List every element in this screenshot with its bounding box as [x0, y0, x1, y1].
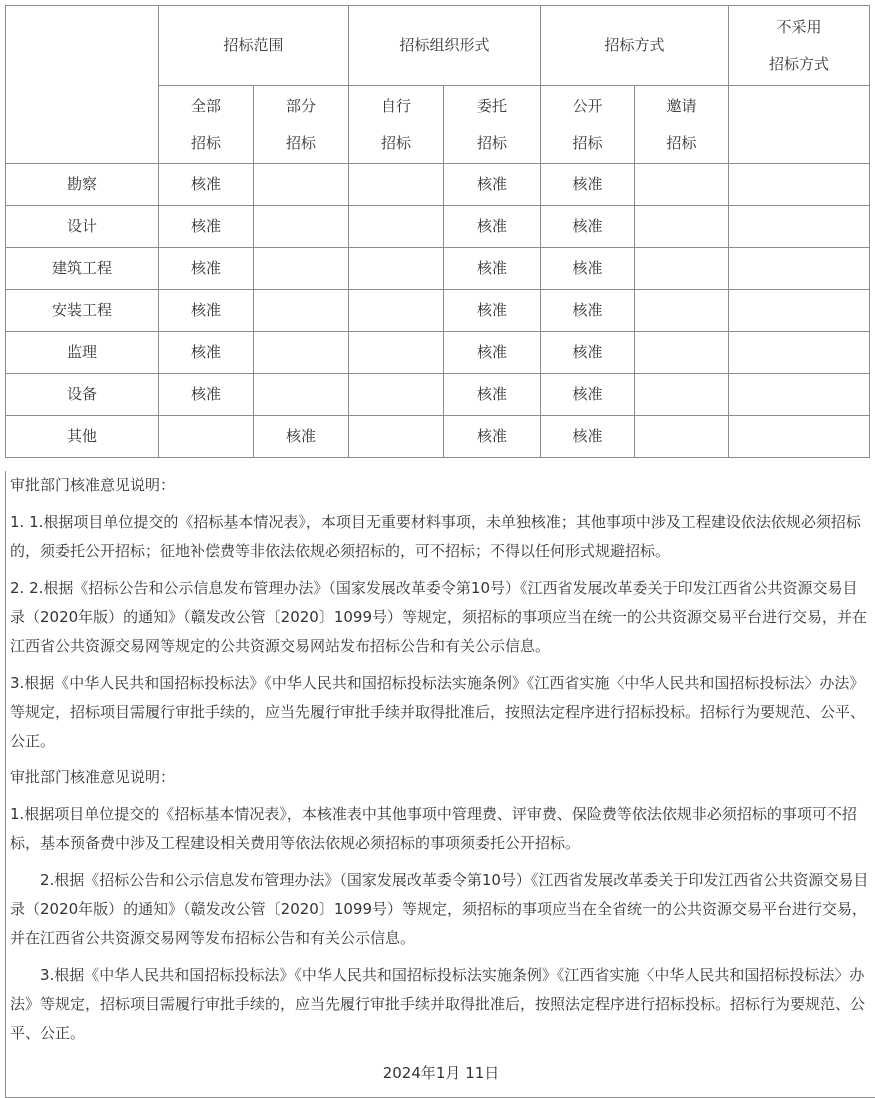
subheader-entrusted [444, 86, 541, 164]
note-paragraph-3: 3.根据《中华人民共和国招标投标法》《中华人民共和国招标投标法实施条例》《江西省实施〈中华人民共和国招标投标法〉办法》等规定，招标项目需履行审批手续的，应当先履行审批手续并取得批准后，按照法定程序进行招标投标。招标行为要规范、公平、公正。 [10, 674, 866, 750]
notes-heading-1: 审批部门核准意见说明： [10, 476, 176, 494]
table-row [6, 332, 870, 374]
table-row [6, 290, 870, 332]
table-row [6, 206, 870, 248]
approval-cell: 核准 [541, 332, 635, 374]
note-paragraph-5: 2.根据《招标公告和公示信息发布管理办法》（国家发展改革委令第10号）《江西省发展改革委关于印发江西省公共资源交易目录（2020年版）的通知》（赣发改公管〔2020〕1099号）等规定，须招标的事项应当在全省统一的公共资源交易平台进行交易，并在江西省公共资源交易网等发布招标公告和有关公示信息。 [10, 871, 869, 947]
approval-cell: 核准 [541, 248, 635, 290]
approval-cell: 核准 [444, 248, 541, 290]
approval-sheet [5, 5, 869, 1098]
approval-cell [349, 206, 444, 248]
row-label: 其他 [6, 416, 159, 458]
approval-cell [729, 416, 870, 458]
header-method: 招标方式 [541, 6, 729, 86]
approval-cell [349, 374, 444, 416]
approval-cell [349, 164, 444, 206]
row-label: 安装工程 [6, 290, 159, 332]
bidding-approval-table [5, 5, 870, 458]
subheader-self [349, 86, 444, 164]
header-scope: 招标范围 [159, 6, 349, 86]
approval-cell [635, 416, 729, 458]
row-label: 勘察 [6, 164, 159, 206]
subheader-invited-line2: 招标 [666, 133, 697, 152]
subheader-full-line2: 招标 [190, 133, 221, 152]
subheader-self-line1: 自行 [381, 96, 412, 115]
row-label: 建筑工程 [6, 248, 159, 290]
subheader-full [159, 86, 254, 164]
approval-cell [635, 290, 729, 332]
approval-cell [635, 206, 729, 248]
notes-heading-2: 审批部门核准意见说明： [10, 768, 176, 786]
approval-cell [349, 248, 444, 290]
approval-cell [729, 248, 870, 290]
approval-cell [254, 248, 349, 290]
row-label: 设计 [6, 206, 159, 248]
subheader-self-line2: 招标 [381, 133, 412, 152]
note-paragraph-1: 1. 1.根据项目单位提交的《招标基本情况表》，本项目无重要材料事项，未单独核准；其他事项中涉及工程建设依法依规必须招标的，须委托公开招标；征地补偿费等非依法依规必须招标的，可不招标；不得以任何形式规避招标。 [10, 513, 861, 560]
header-org-form: 招标组织形式 [349, 6, 541, 86]
approval-cell: 核准 [159, 374, 254, 416]
approval-cell [349, 416, 444, 458]
subheader-partial-line2: 招标 [286, 133, 317, 152]
header-no-bid-line2: 招标方式 [769, 54, 830, 73]
note-paragraph-2: 2. 2.根据《招标公告和公示信息发布管理办法》（国家发展改革委令第10号）《江西省发展改革委关于印发江西省公共资源交易目录（2020年版）的通知》（赣发改公管〔2020〕1099号）等规定，须招标的事项应当在统一的公共资源交易平台进行交易，并在江西省公共资源交易网等规定的公共资源交易网站发布招标公告和有关公示信息。 [10, 579, 868, 655]
subheader-public-line1: 公开 [572, 96, 603, 115]
approval-cell [635, 332, 729, 374]
approval-cell: 核准 [254, 416, 349, 458]
approval-cell [635, 164, 729, 206]
approval-cell [729, 374, 870, 416]
approval-cell: 核准 [444, 416, 541, 458]
approval-cell: 核准 [541, 374, 635, 416]
corner-cell [6, 6, 159, 164]
note-paragraph-4: 1.根据项目单位提交的《招标基本情况表》，本核准表中其他事项中管理费、评审费、保险费等依法依规非必须招标的事项可不招标，基本预备费中涉及工程建设相关费用等依法依规必须招标的事项须委托公开招标。 [10, 805, 857, 852]
approval-cell: 核准 [159, 164, 254, 206]
note-paragraph-6: 3.根据《中华人民共和国招标投标法》《中华人民共和国招标投标法实施条例》《江西省实施〈中华人民共和国招标投标法〉办法》等规定，招标项目需履行审批手续的，应当先履行审批手续并取得批准后，按照法定程序进行招标投标。招标行为要规范、公平、公正。 [10, 966, 866, 1042]
approval-cell [349, 332, 444, 374]
subheader-invited [635, 86, 729, 164]
approval-cell [729, 164, 870, 206]
approval-cell: 核准 [541, 164, 635, 206]
table-row [6, 416, 870, 458]
table-body [6, 164, 870, 458]
approval-cell: 核准 [159, 248, 254, 290]
header-no-bid [729, 6, 870, 86]
approval-cell [254, 206, 349, 248]
approval-cell: 核准 [444, 374, 541, 416]
approval-cell: 核准 [541, 290, 635, 332]
subheader-empty [729, 86, 870, 164]
approval-cell: 核准 [159, 290, 254, 332]
approval-cell [254, 290, 349, 332]
subheader-entrusted-line2: 招标 [477, 133, 508, 152]
subheader-entrusted-line1: 委托 [477, 96, 508, 115]
subheader-partial-line1: 部分 [286, 96, 317, 115]
approval-cell [635, 374, 729, 416]
approval-cell [729, 206, 870, 248]
approval-cell [159, 416, 254, 458]
approval-cell: 核准 [444, 332, 541, 374]
table-row [6, 374, 870, 416]
approval-cell: 核准 [444, 164, 541, 206]
subheader-invited-line1: 邀请 [666, 96, 697, 115]
table-row [6, 164, 870, 206]
approval-cell [254, 374, 349, 416]
row-label: 设备 [6, 374, 159, 416]
approval-cell [635, 248, 729, 290]
header-row-1 [6, 6, 870, 86]
approval-notes [5, 471, 875, 1098]
header-no-bid-line1: 不采用 [776, 17, 822, 36]
subheader-public-line2: 招标 [572, 133, 603, 152]
approval-cell: 核准 [541, 206, 635, 248]
approval-cell [254, 164, 349, 206]
subheader-full-line1: 全部 [190, 96, 221, 115]
approval-date: 2024年1月 11日 [382, 1064, 500, 1082]
approval-cell: 核准 [159, 206, 254, 248]
row-label: 监理 [6, 332, 159, 374]
approval-cell [254, 332, 349, 374]
subheader-public [541, 86, 635, 164]
subheader-partial [254, 86, 349, 164]
table-row [6, 248, 870, 290]
approval-cell: 核准 [444, 290, 541, 332]
approval-cell [349, 290, 444, 332]
approval-cell: 核准 [444, 206, 541, 248]
approval-cell: 核准 [541, 416, 635, 458]
approval-cell: 核准 [159, 332, 254, 374]
approval-cell [729, 290, 870, 332]
approval-cell [729, 332, 870, 374]
